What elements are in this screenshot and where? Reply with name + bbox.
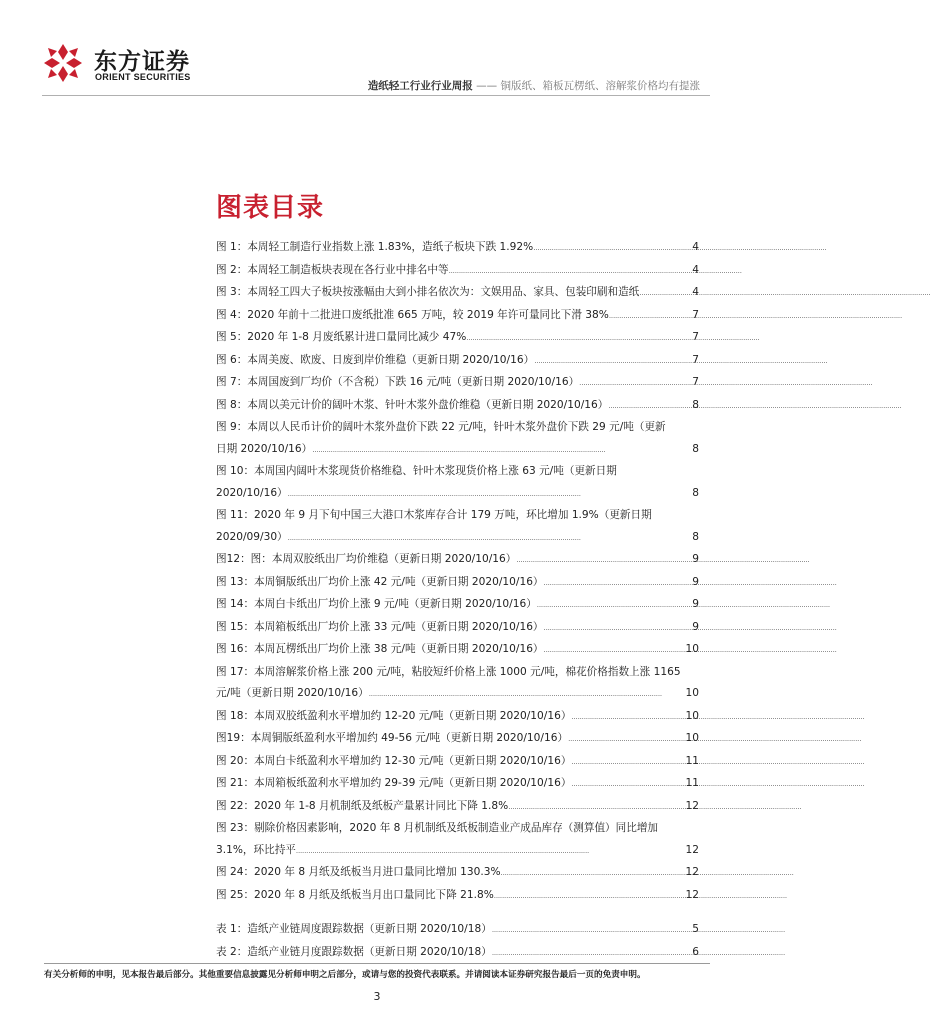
toc-entry[interactable] [216,594,699,617]
toc-page-number: 10 [685,643,699,655]
toc-page-number: 7 [692,353,699,366]
toc-entry-text: 图 5：2020 年 1-8 月废纸累计进口量同比减少 47% [216,331,467,343]
toc-entry[interactable] [216,617,699,640]
orient-securities-logo-icon [42,42,84,84]
toc-entry-text: 图 6：本周美废、欧废、日废到岸价维稳（更新日期 2020/10/16） [216,353,535,366]
toc-entry-line [216,919,699,942]
toc-leader-dots [571,773,684,796]
logo-english-name: ORIENT SECURITIES [95,72,191,82]
toc-leader-dots [579,372,691,395]
toc-page-number: 7 [692,308,699,321]
toc-entry-line [216,751,699,774]
toc-entry-text: 图12：图：本周双胶纸出厂均价维稳（更新日期 2020/10/16） [216,553,517,565]
toc-entry-text: 3.1%，环比持平 [216,843,296,856]
toc-leader-dots [449,260,692,283]
toc-entry[interactable] [216,773,699,796]
toc-entry-line [216,527,699,550]
toc-page-number: 12 [685,888,699,901]
toc-entry-text: 图 23：剔除价格因素影响，2020 年 8 月机制纸及纸板制造业产成品库存（测算值）同比增加 [216,822,659,834]
toc-entry-line [216,706,699,729]
toc-entry[interactable] [216,751,699,774]
toc-entry-line [216,594,699,617]
toc-entry-text: 2020/10/16） [216,486,288,499]
toc-entry[interactable] [216,549,699,572]
toc-page-number: 10 [685,687,699,699]
toc-entry-text: 图 11：2020 年 9 月下旬中国三大港口木浆库存合计 179 万吨，环比增加 1.9%（更新日期 [216,509,652,521]
toc-entry-text: 图 21：本周箱板纸盈利水平增加约 29-39 元/吨（更新日期 2020/10/16） [216,777,572,789]
header-separator: —— [472,80,501,92]
toc-entry-text: 图 10：本周国内阔叶木浆现货价格维稳、针叶木浆现货价格上涨 63 元/吨（更新日期 [216,465,617,477]
toc-entry-text: 图 24：2020 年 8 月纸及纸板当月进口量同比增加 130.3% [216,866,501,878]
toc-page-number: 8 [692,442,699,455]
report-subtitle: 铜版纸、箱板瓦楞纸、溶解浆价格均有提涨 [500,80,700,92]
toc-page-number: 11 [685,777,699,789]
toc-page-number: 11 [685,754,699,767]
toc-entry[interactable] [216,919,699,942]
toc-leader-dots [571,751,684,774]
toc-leader-dots [288,483,692,506]
table-of-contents [216,237,699,964]
toc-entry[interactable] [216,796,699,819]
toc-leader-dots [501,862,685,885]
report-header [368,78,700,93]
toc-leader-dots [537,594,691,617]
toc-entry-line [216,572,699,595]
toc-entry-text: 图 20：本周白卡纸盈利水平增加约 12-30 元/吨（更新日期 2020/10/16） [216,754,572,767]
toc-leader-dots [492,919,691,942]
toc-page-number: 9 [692,620,699,633]
header-divider [42,95,710,96]
toc-entry-text: 图 9：本周以人民币计价的阔叶木浆外盘价下跌 22 元/吨，针叶木浆外盘价下跌 29 元/吨（更新 [216,421,666,433]
toc-entry-line [216,617,699,640]
toc-entry-line [216,942,699,965]
toc-page-number: 4 [692,286,699,298]
toc-entry[interactable] [216,942,699,965]
toc-entry[interactable] [216,350,699,373]
toc-entry-text: 图 16：本周瓦楞纸出厂均价上涨 38 元/吨（更新日期 2020/10/16） [216,643,544,655]
toc-entry-text: 日期 2020/10/16） [216,442,313,455]
toc-page-number: 12 [685,799,699,812]
toc-entry[interactable] [216,372,699,395]
toc-page-number: 12 [685,866,699,878]
toc-entry-text: 图 14：本周白卡纸出厂均价上涨 9 元/吨（更新日期 2020/10/16） [216,598,537,610]
toc-leader-dots [296,840,685,863]
footer-disclaimer: 有关分析师的申明，见本报告最后部分。其他重要信息披露见分析师申明之后部分，或请与您的投资代表联系。并请阅读本证券研究报告最后一页的免责申明。 [44,970,646,980]
toc-entry-text: 图 25：2020 年 8 月纸及纸板当月出口量同比下降 21.8% [216,888,494,901]
toc-page-number: 4 [692,263,699,276]
toc-entry-line [216,483,699,506]
toc-leader-dots [639,282,691,305]
toc-entry-text: 图 18：本周双胶纸盈利水平增加约 12-20 元/吨（更新日期 2020/10/16） [216,709,572,722]
toc-page-number: 9 [692,575,699,588]
toc-page-number: 10 [685,732,699,744]
toc-entry[interactable] [216,818,699,862]
toc-entry-text: 图 4：2020 年前十二批进口废纸批准 665 万吨，较 2019 年许可量同比下滑 38% [216,308,609,321]
toc-leader-dots [609,305,691,328]
toc-page-number: 12 [685,843,699,856]
toc-entry[interactable] [216,505,699,549]
toc-entry-line [216,840,699,863]
toc-entry-line [216,862,699,885]
toc-page-number: 6 [692,945,699,958]
toc-entry[interactable] [216,885,699,908]
toc-entry-text: 图 3：本周轻工四大子板块按涨幅由大到小排名依次为：文娱用品、家具、包装印刷和造纸 [216,286,640,298]
toc-leader-dots [494,885,685,908]
figure-list [216,237,699,907]
toc-entry-line [216,350,699,373]
toc-entry-line [216,237,699,260]
toc-page-number: 5 [692,923,699,935]
toc-entry[interactable] [216,728,699,751]
toc-entry[interactable] [216,305,699,328]
toc-entry-text: 表 1：造纸产业链周度跟踪数据（更新日期 2020/10/18） [216,923,492,935]
toc-entry-text: 表 2：造纸产业链月度跟踪数据（更新日期 2020/10/18） [216,945,492,958]
toc-page-number: 8 [692,398,699,411]
toc-entry-line [216,549,699,572]
toc-entry[interactable] [216,862,699,885]
toc-leader-dots [288,527,692,550]
toc-leader-dots [369,683,685,706]
toc-entry-line [216,796,699,819]
toc-leader-dots [544,572,692,595]
toc-entry[interactable] [216,417,699,461]
toc-page-number: 8 [692,486,699,499]
toc-entry[interactable] [216,639,699,662]
toc-leader-dots [571,706,684,729]
toc-entry-text: 图 17：本周溶解浆价格上涨 200 元/吨，粘胶短纤价格上涨 1000 元/吨，棉花价格指数上涨 1165 [216,665,681,678]
footer-divider [44,963,710,964]
toc-entry-text: 图19：本周铜版纸盈利水平增加约 49-56 元/吨（更新日期 2020/10/16） [216,732,569,744]
toc-leader-dots [608,395,691,418]
company-logo [42,42,242,84]
toc-entry-text: 图 22：2020 年 1-8 月机制纸及纸板产量累计同比下降 1.8% [216,799,509,812]
report-title: 造纸轻工行业行业周报 [367,80,473,92]
toc-entry[interactable] [216,327,699,350]
toc-entry-line [216,773,699,796]
toc-entry-text: 图 8：本周以美元计价的阔叶木浆、针叶木浆外盘价维稳（更新日期 2020/10/16） [216,398,609,411]
toc-entry-line [216,639,699,662]
toc-entry-line [216,728,699,751]
toc-title: 图表目录 [216,193,325,223]
toc-entry-text: 图 15：本周箱板纸出厂均价上涨 33 元/吨（更新日期 2020/10/16） [216,620,544,633]
toc-entry-line [216,282,699,305]
toc-leader-dots [533,237,691,260]
toc-leader-dots [508,796,684,819]
toc-entry-line [216,439,699,462]
toc-entry-line [216,683,699,706]
logo-chinese-name: 东方证券 [94,49,190,75]
toc-entry-line [216,885,699,908]
toc-entry[interactable] [216,706,699,729]
toc-leader-dots [312,439,691,462]
toc-entry[interactable] [216,237,699,260]
toc-entry-line [216,327,699,350]
toc-entry-text: 2020/09/30） [216,530,288,543]
toc-entry-text: 图 1：本周轻工制造行业指数上涨 1.83%，造纸子板块下跌 1.92% [216,241,534,253]
toc-entry[interactable] [216,260,699,283]
toc-leader-dots [466,327,691,350]
toc-page-number: 9 [692,598,699,610]
toc-leader-dots [534,350,691,373]
toc-page-number: 4 [692,241,699,253]
page-number: 3 [373,990,381,1003]
toc-entry[interactable] [216,572,699,595]
toc-page-number: 8 [692,530,699,543]
toc-entry-line [216,305,699,328]
toc-leader-dots [544,639,685,662]
toc-entry[interactable] [216,461,699,505]
toc-leader-dots [516,549,691,572]
toc-entry-line [216,260,699,283]
toc-leader-dots [492,942,691,965]
toc-entry-line [216,395,699,418]
toc-page-number: 9 [692,553,699,565]
toc-entry-text: 元/吨（更新日期 2020/10/16） [216,687,369,699]
toc-entry-text: 图 13：本周铜版纸出厂均价上涨 42 元/吨（更新日期 2020/10/16） [216,575,544,588]
toc-leader-dots [544,617,692,640]
toc-page-number: 7 [692,376,699,388]
toc-entry[interactable] [216,662,699,706]
toc-entry-text: 图 2：本周轻工制造板块表现在各行业中排名中等 [216,263,449,276]
toc-page-number: 7 [692,331,699,343]
toc-entry[interactable] [216,282,699,305]
table-list [216,919,699,964]
toc-page-number: 10 [685,709,699,722]
toc-leader-dots [568,728,684,751]
toc-entry-line [216,372,699,395]
toc-entry-text: 图 7：本周国废到厂均价（不含税）下跌 16 元/吨（更新日期 2020/10/16） [216,376,580,388]
toc-entry[interactable] [216,395,699,418]
